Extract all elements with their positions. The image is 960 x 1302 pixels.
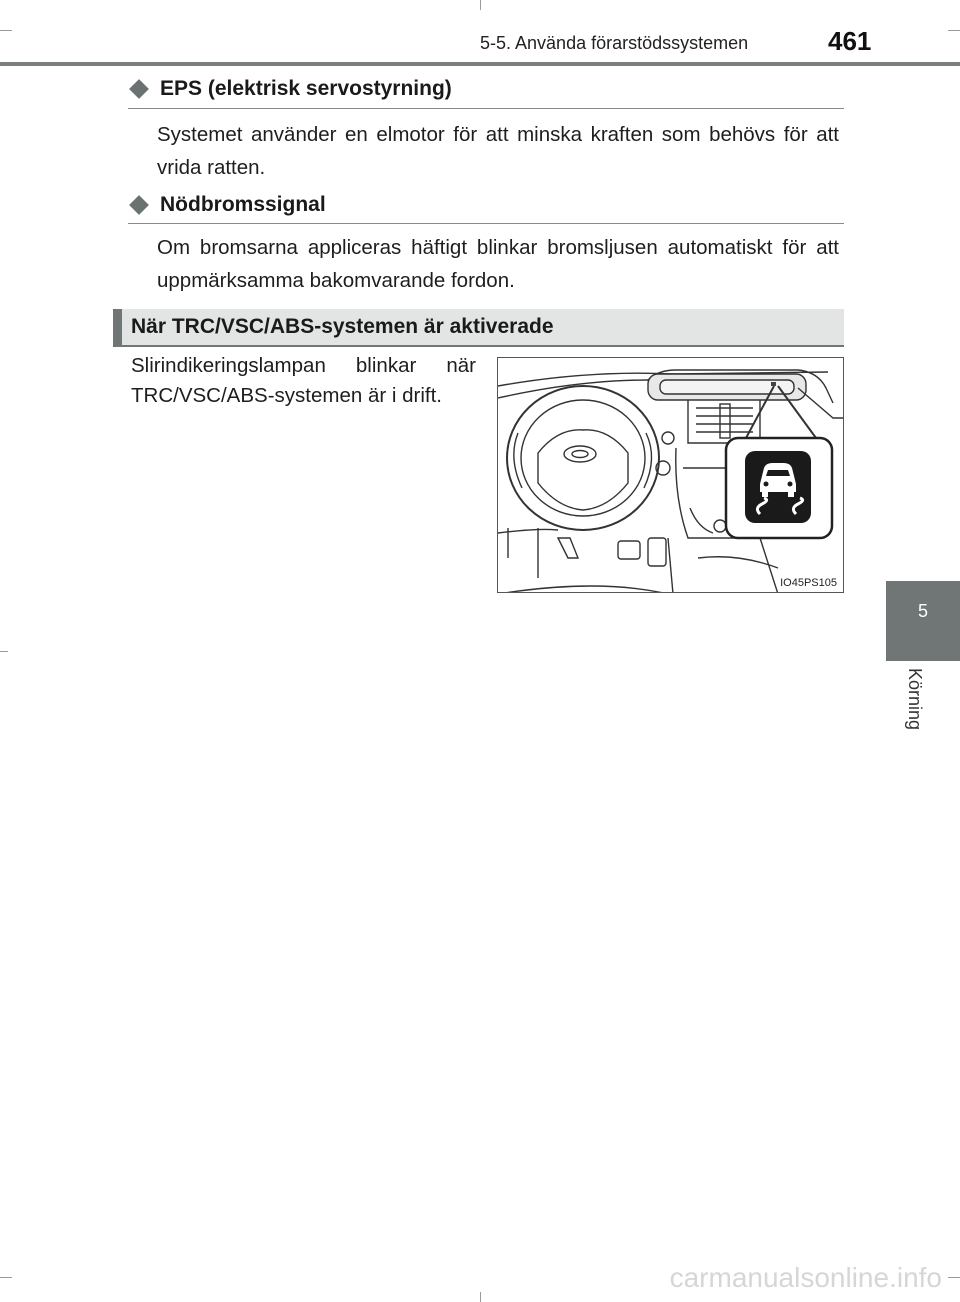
emergency-brake-heading-text: Nödbromssignal bbox=[160, 193, 326, 216]
crop-mark bbox=[480, 1292, 481, 1302]
eps-heading bbox=[128, 77, 452, 101]
slip-indicator-icon bbox=[745, 451, 811, 523]
eps-body: Systemet använder en elmotor för att minska kraften som behövs för att vrida ratten. bbox=[157, 123, 839, 179]
dashboard-illustration bbox=[497, 357, 844, 593]
eps-rule bbox=[128, 108, 844, 109]
trc-body: Slirindikeringslampan blinkar när TRC/VSC/ABS-systemen är i drift. bbox=[131, 354, 476, 407]
watermark: carmanualsonline.info bbox=[669, 1262, 942, 1293]
chapter-label: Körning bbox=[905, 668, 925, 731]
running-header: 5-5. Använda förarstödssystemen bbox=[480, 33, 749, 53]
emergency-brake-heading bbox=[128, 193, 326, 217]
emergency-brake-rule bbox=[128, 223, 844, 224]
section-heading-bar bbox=[113, 309, 844, 347]
diamond-bullet-icon bbox=[129, 195, 149, 215]
crop-mark bbox=[0, 30, 12, 31]
emergency-brake-body: Om bromsarna appliceras häftigt blinkar bromsljusen automatiskt för att uppmärksamma bakomvarande fordon. bbox=[157, 236, 839, 292]
eps-heading-text: EPS (elektrisk servostyrning) bbox=[160, 77, 452, 100]
chapter-number: 5 bbox=[917, 601, 928, 621]
crop-mark bbox=[948, 1277, 960, 1278]
crop-mark bbox=[0, 651, 8, 652]
chapter-tab bbox=[886, 581, 960, 661]
dashboard-drawing bbox=[498, 358, 844, 593]
diamond-bullet-icon bbox=[129, 79, 149, 99]
crop-mark bbox=[948, 30, 960, 31]
indicator-dot bbox=[771, 382, 776, 386]
header-rule bbox=[0, 62, 960, 66]
section-bar-accent bbox=[113, 309, 122, 347]
figure-code: IO45PS105 bbox=[780, 577, 837, 589]
crop-mark bbox=[0, 1277, 12, 1278]
crop-mark bbox=[480, 0, 481, 10]
section-heading-text: När TRC/VSC/ABS-systemen är aktiverade bbox=[131, 315, 554, 338]
page-number: 461 bbox=[828, 26, 872, 56]
